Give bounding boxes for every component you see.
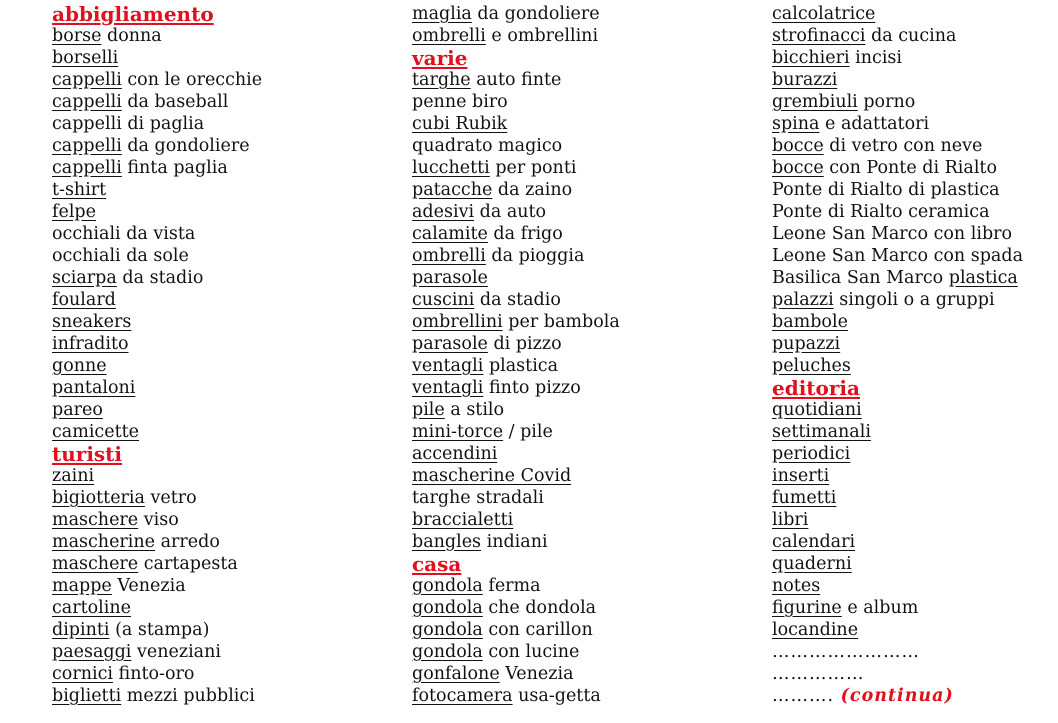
item-rest: arredo	[155, 532, 220, 552]
item-rest: incisi	[849, 48, 902, 68]
item-keyword: maschere	[52, 510, 139, 530]
item-keyword: patacche	[412, 180, 493, 200]
item-rest: e adattatori	[819, 114, 930, 134]
item-keyword: cappelli	[52, 92, 122, 112]
list-item	[772, 531, 1023, 553]
list-item	[772, 421, 1023, 443]
list-item	[52, 509, 262, 531]
list-item	[772, 399, 1023, 421]
item-keyword: mascherine	[52, 532, 156, 552]
column-casa-editoria	[772, 3, 1023, 707]
item-keyword: paesaggi	[52, 642, 132, 662]
list-item	[52, 619, 262, 641]
list-item	[772, 465, 1023, 487]
item-rest: veneziani	[131, 642, 221, 662]
list-item	[412, 223, 620, 245]
list-item	[52, 487, 262, 509]
item-keyword: braccialetti	[412, 510, 514, 530]
item-keyword: bambole	[772, 312, 848, 332]
list-item	[52, 135, 262, 157]
ellipsis-line	[772, 641, 1023, 663]
list-item: penne biro	[412, 92, 508, 112]
list-item	[412, 399, 620, 421]
item-keyword: mappe	[52, 576, 112, 596]
item-keyword: strofinacci	[772, 26, 866, 46]
item-rest: plastica	[483, 356, 559, 376]
item-keyword: quotidiani	[772, 400, 862, 420]
list-item	[52, 311, 262, 333]
item-rest: da auto	[474, 202, 547, 222]
list-item	[412, 509, 620, 531]
item-keyword: cubi Rubik	[412, 114, 508, 134]
item-rest: (a stampa)	[109, 620, 210, 640]
ellipsis-line	[772, 663, 1023, 685]
item-keyword: mini-torce	[412, 422, 504, 442]
list-item	[412, 663, 620, 685]
item-keyword: pupazzi	[772, 334, 841, 354]
item-rest: vetro	[144, 488, 197, 508]
item-rest: per ponti	[489, 158, 577, 178]
list-item	[52, 575, 262, 597]
item-keyword: cappelli	[52, 136, 122, 156]
item-rest: da stadio	[474, 290, 561, 310]
list-item	[412, 531, 620, 553]
list-item	[412, 575, 620, 597]
ellipsis-line	[772, 685, 1023, 707]
item-keyword: maschere	[52, 554, 139, 574]
list-item	[52, 25, 262, 47]
list-item	[772, 597, 1023, 619]
item-rest: / pile	[503, 422, 553, 442]
item-rest: finta paglia	[121, 158, 228, 178]
list-item	[52, 69, 262, 91]
list-item	[772, 135, 1023, 157]
list-item: Ponte di Rialto di plastica	[772, 180, 1000, 200]
list-item	[772, 157, 1023, 179]
item-rest: Venezia	[499, 664, 574, 684]
item-rest: da cucina	[865, 26, 957, 46]
item-keyword: locandine	[772, 620, 859, 640]
item-keyword: borse	[52, 26, 102, 46]
list-item	[772, 443, 1023, 465]
item-keyword: bicchieri	[772, 48, 850, 68]
item-keyword: bigiotteria	[52, 488, 145, 508]
item-keyword: fotocamera	[412, 686, 513, 706]
ellipsis: ……………………	[772, 642, 920, 662]
list-item	[52, 421, 262, 443]
list-item	[772, 91, 1023, 113]
item-keyword: gonne	[52, 356, 107, 376]
list-item	[412, 267, 620, 289]
list-item	[772, 333, 1023, 355]
list-item: Leone San Marco con spada	[772, 246, 1023, 266]
column-varie-casa	[412, 3, 620, 707]
list-item	[772, 47, 1023, 69]
list-item	[52, 531, 262, 553]
item-rest: da stadio	[116, 268, 204, 288]
item-keyword: foulard	[52, 290, 116, 310]
item-keyword: figurine	[772, 598, 842, 618]
item-rest: con lucine	[482, 642, 580, 662]
list-item	[52, 465, 262, 487]
section-heading: editoria	[772, 376, 860, 400]
list-item	[772, 355, 1023, 377]
list-item	[412, 377, 620, 399]
list-item	[772, 113, 1023, 135]
item-keyword: sneakers	[52, 312, 132, 332]
item-keyword: bocce	[772, 158, 824, 178]
item-keyword: accendini	[412, 444, 498, 464]
ellipsis: ……….	[772, 686, 841, 706]
item-rest: con carillon	[482, 620, 593, 640]
list-item: occhiali da sole	[52, 246, 189, 266]
item-rest: che dondola	[482, 598, 597, 618]
list-item	[772, 289, 1023, 311]
list-item	[412, 113, 620, 135]
item-keyword: calamite	[412, 224, 488, 244]
list-item	[52, 641, 262, 663]
item-rest: indiani	[481, 532, 548, 552]
list-item	[772, 509, 1023, 531]
list-item	[52, 663, 262, 685]
item-keyword: calcolatrice	[772, 4, 876, 24]
item-keyword: gondola	[412, 576, 483, 596]
item-keyword: ventagli	[412, 356, 484, 376]
list-item: Leone San Marco con libro	[772, 224, 1013, 244]
item-rest: con Ponte di Rialto	[823, 158, 997, 178]
list-item	[772, 3, 1023, 25]
item-rest: viso	[138, 510, 179, 530]
item-keyword: maglia	[412, 4, 472, 24]
list-item	[772, 311, 1023, 333]
item-rest: e ombrellini	[485, 26, 599, 46]
item-rest: di vetro con neve	[823, 136, 983, 156]
list-item	[772, 553, 1023, 575]
list-item	[412, 25, 620, 47]
item-rest: porno	[857, 92, 916, 112]
list-item	[412, 245, 620, 267]
item-keyword: zaini	[52, 466, 95, 486]
list-item	[52, 597, 262, 619]
item-keyword: t-shirt	[52, 180, 107, 200]
list-item	[412, 311, 620, 333]
item-rest: da pioggia	[485, 246, 585, 266]
item-keyword: infradito	[52, 334, 129, 354]
item-keyword: ombrellini	[412, 312, 503, 332]
list-item	[412, 69, 620, 91]
item-rest: finto pizzo	[483, 378, 581, 398]
item-keyword: parasole	[412, 268, 488, 288]
item-rest: finto-oro	[112, 664, 195, 684]
list-item	[52, 157, 262, 179]
item-keyword: felpe	[52, 202, 96, 222]
item-rest: auto finte	[470, 70, 562, 90]
list-item	[772, 25, 1023, 47]
item-keyword: adesivi	[412, 202, 475, 222]
item-rest: usa-getta	[512, 686, 601, 706]
item-rest: cartapesta	[138, 554, 238, 574]
list-item	[412, 421, 620, 443]
item-keyword: lucchetti	[412, 158, 490, 178]
item-rest: per bambola	[502, 312, 620, 332]
list-item	[412, 157, 620, 179]
list-item	[52, 91, 262, 113]
list-item	[772, 619, 1023, 641]
item-keyword: pareo	[52, 400, 103, 420]
list-item	[412, 333, 620, 355]
item-rest: a stilo	[444, 400, 505, 420]
item-rest: con le orecchie	[121, 70, 263, 90]
item-keyword: notes	[772, 576, 821, 596]
list-item	[52, 553, 262, 575]
list-item	[412, 443, 620, 465]
item-text: Basilica San Marco	[772, 268, 949, 288]
item-rest: da gondoliere	[471, 4, 600, 24]
item-keyword: quaderni	[772, 554, 852, 574]
continua-label: (continua)	[840, 686, 954, 706]
list-item	[412, 179, 620, 201]
section-heading: varie	[412, 46, 468, 70]
item-keyword: cappelli	[52, 158, 122, 178]
item-keyword: ventagli	[412, 378, 484, 398]
list-item	[772, 575, 1023, 597]
list-item: quadrato magico	[412, 136, 563, 156]
item-keyword: pile	[412, 400, 445, 420]
item-keyword: cornici	[52, 664, 113, 684]
item-rest: e album	[841, 598, 919, 618]
item-rest: mezzi pubblici	[121, 686, 255, 706]
list-item	[52, 377, 262, 399]
list-item	[772, 267, 1023, 289]
item-keyword: parasole	[412, 334, 488, 354]
item-keyword: gondola	[412, 598, 483, 618]
item-keyword: biglietti	[52, 686, 122, 706]
list-item	[412, 3, 620, 25]
item-keyword: peluches	[772, 356, 851, 376]
item-keyword: targhe	[412, 70, 471, 90]
item-keyword: gonfalone	[412, 664, 500, 684]
item-keyword: settimanali	[772, 422, 871, 442]
item-keyword: pantaloni	[52, 378, 136, 398]
item-keyword: cuscini	[412, 290, 475, 310]
item-keyword: bangles	[412, 532, 482, 552]
list-item	[412, 355, 620, 377]
list-item	[412, 289, 620, 311]
list-item	[412, 641, 620, 663]
item-keyword: ombrelli	[412, 26, 486, 46]
item-keyword: calendari	[772, 532, 856, 552]
item-keyword: plastica	[948, 268, 1018, 288]
list-item	[52, 179, 262, 201]
item-keyword: mascherine Covid	[412, 466, 572, 486]
section-heading: turisti	[52, 442, 123, 466]
list-item	[772, 487, 1023, 509]
list-item: occhiali da vista	[52, 224, 196, 244]
item-keyword: cappelli	[52, 70, 122, 90]
item-keyword: gondola	[412, 620, 483, 640]
item-keyword: dipinti	[52, 620, 110, 640]
list-item	[412, 597, 620, 619]
item-keyword: spina	[772, 114, 820, 134]
item-keyword: cartoline	[52, 598, 131, 618]
list-item: Ponte di Rialto ceramica	[772, 202, 990, 222]
item-keyword: palazzi	[772, 290, 834, 310]
item-rest: ferma	[482, 576, 541, 596]
list-item	[52, 333, 262, 355]
list-item	[412, 685, 620, 707]
item-keyword: borselli	[52, 48, 119, 68]
column-abbigliamento-turisti	[52, 3, 262, 707]
list-item: cappelli di paglia	[52, 114, 205, 134]
item-keyword: bocce	[772, 136, 824, 156]
list-item	[772, 69, 1023, 91]
list-item	[52, 47, 262, 69]
item-rest: da baseball	[121, 92, 229, 112]
item-keyword: inserti	[772, 466, 830, 486]
item-keyword: libri	[772, 510, 809, 530]
ellipsis: ……………	[772, 664, 865, 684]
item-keyword: grembiuli	[772, 92, 858, 112]
item-rest: di pizzo	[487, 334, 562, 354]
item-rest: donna	[101, 26, 162, 46]
item-keyword: gondola	[412, 642, 483, 662]
item-rest: da zaino	[492, 180, 573, 200]
list-item	[52, 201, 262, 223]
list-item	[52, 685, 262, 707]
section-heading: casa	[412, 552, 462, 576]
list-item	[52, 355, 262, 377]
list-item	[412, 201, 620, 223]
item-keyword: sciarpa	[52, 268, 117, 288]
list-item	[52, 267, 262, 289]
list-item	[52, 289, 262, 311]
item-keyword: ombrelli	[412, 246, 486, 266]
item-keyword: fumetti	[772, 488, 837, 508]
list-item	[52, 399, 262, 421]
item-rest: Venezia	[111, 576, 186, 596]
list-item	[412, 465, 620, 487]
list-item: targhe stradali	[412, 488, 544, 508]
list-item	[412, 619, 620, 641]
item-rest: da frigo	[487, 224, 563, 244]
item-keyword: camicette	[52, 422, 140, 442]
item-rest: singoli o a gruppi	[833, 290, 995, 310]
item-keyword: periodici	[772, 444, 851, 464]
item-keyword: burazzi	[772, 70, 838, 90]
item-rest: da gondoliere	[121, 136, 250, 156]
section-heading: abbigliamento	[52, 2, 214, 26]
